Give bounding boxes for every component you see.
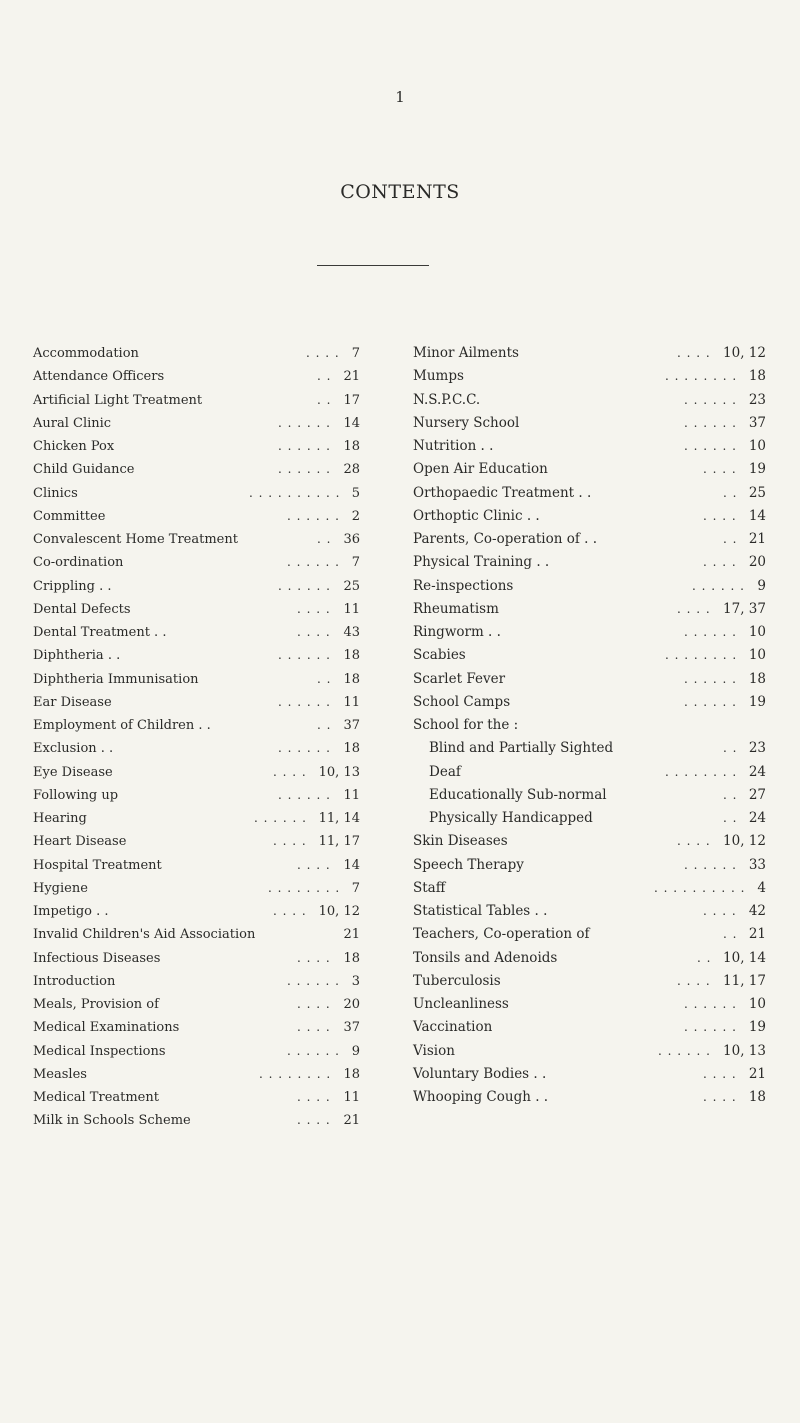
index-entry bbox=[33, 761, 360, 784]
index-entry bbox=[413, 1063, 766, 1086]
index-entry-label: Ringworm . . bbox=[413, 624, 501, 640]
index-entry bbox=[413, 714, 766, 737]
index-entry bbox=[413, 854, 766, 877]
index-entry-leader: . . . . bbox=[273, 764, 307, 779]
index-entry-leader: . . . . . . bbox=[254, 811, 307, 825]
index-entry-label: Skin Diseases bbox=[413, 833, 508, 850]
index-entry bbox=[33, 784, 360, 807]
index-entry-page: 9 bbox=[757, 577, 766, 594]
index-entry-page: 11 bbox=[343, 1090, 360, 1105]
index-entry bbox=[33, 970, 360, 993]
index-entry-page: 10, 12 bbox=[318, 904, 360, 919]
index-entry bbox=[413, 551, 766, 574]
index-entry bbox=[413, 947, 766, 970]
index-entry-page: 33 bbox=[748, 856, 766, 873]
index-entry-page: 10, 12 bbox=[723, 833, 766, 850]
index-entry-leader: . . . . bbox=[297, 625, 331, 639]
index-entry bbox=[33, 900, 360, 923]
index-entry-page: 4 bbox=[757, 879, 766, 896]
index-entry-label: Heart Disease bbox=[33, 834, 127, 850]
index-entry-page: 11 bbox=[343, 787, 360, 803]
index-entry-page: 21 bbox=[748, 531, 766, 547]
index-entry-leader: . . bbox=[317, 392, 332, 407]
index-entry bbox=[33, 482, 360, 505]
index-entry-page: 18 bbox=[748, 1089, 766, 1105]
index-entry bbox=[33, 528, 360, 551]
index-entry bbox=[413, 807, 766, 830]
index-entry-page: 20 bbox=[343, 997, 360, 1012]
index-entry-label: N.S.P.C.C. bbox=[413, 391, 481, 408]
index-entry-page: 25 bbox=[748, 484, 766, 501]
index-entry-label: Uncleanliness bbox=[413, 996, 509, 1012]
index-entry-label: Clinics bbox=[33, 485, 78, 501]
index-entry-label: Scarlet Fever bbox=[413, 670, 506, 687]
index-entry bbox=[413, 1086, 766, 1109]
index-entry-label: Educationally Sub-normal bbox=[429, 786, 607, 803]
index-entry-label: Following up bbox=[33, 787, 119, 803]
index-entry bbox=[33, 947, 360, 970]
index-column-right bbox=[413, 342, 766, 1109]
index-entry-leader: . . bbox=[723, 741, 738, 756]
index-entry-page: 14 bbox=[343, 415, 360, 431]
index-entry-leader: . . . . bbox=[703, 462, 737, 477]
index-entry-page: 21 bbox=[343, 927, 360, 943]
index-entry-page: 21 bbox=[748, 1065, 766, 1082]
index-entry bbox=[33, 668, 360, 691]
index-entry-leader: . . . . bbox=[297, 1020, 331, 1035]
index-entry-label: Physically Handicapped bbox=[429, 810, 593, 826]
index-entry-label: Tonsils and Adenoids bbox=[413, 949, 558, 966]
index-entry bbox=[413, 575, 766, 598]
index-entry-label: Ear Disease bbox=[33, 694, 112, 710]
index-entry-page: 21 bbox=[343, 1113, 360, 1129]
index-entry-label: Nutrition . . bbox=[413, 438, 494, 454]
index-entry-page: 19 bbox=[748, 693, 766, 710]
index-entry-label: Hospital Treatment bbox=[33, 857, 162, 873]
index-entry-label: Statistical Tables . . bbox=[413, 903, 548, 919]
index-entry-leader: . . . . bbox=[677, 346, 711, 360]
index-entry-page: 27 bbox=[748, 786, 766, 803]
index-entry-label: Blind and Partially Sighted bbox=[429, 740, 614, 757]
index-entry-page: 18 bbox=[343, 1066, 360, 1082]
index-entry-leader: . . . . bbox=[297, 1113, 331, 1128]
index-entry bbox=[33, 1063, 360, 1086]
index-entry bbox=[413, 668, 766, 691]
index-entry bbox=[413, 993, 766, 1016]
index-entry bbox=[33, 505, 360, 528]
index-entry bbox=[413, 691, 766, 714]
index-entry bbox=[413, 970, 766, 993]
index-entry-label: Artificial Light Treatment bbox=[33, 392, 203, 408]
index-entry-leader: . . . . . . bbox=[287, 555, 340, 570]
index-entry bbox=[33, 458, 360, 481]
index-entry-leader: . . bbox=[723, 787, 738, 802]
index-entry-page: 18 bbox=[343, 439, 360, 454]
index-entry-leader: . . . . bbox=[703, 555, 737, 570]
index-entry-label: Hygiene bbox=[33, 880, 88, 896]
index-entry-page: 20 bbox=[748, 554, 766, 571]
index-entry-leader: . . bbox=[317, 369, 332, 384]
index-entry-label: Introduction bbox=[33, 973, 116, 989]
index-entry bbox=[33, 1109, 360, 1132]
index-entry-leader: . . . . . . bbox=[278, 648, 331, 663]
index-entry-label: Speech Therapy bbox=[413, 856, 524, 873]
index-entry-label: Dental Treatment . . bbox=[33, 625, 167, 640]
index-entry-label: Hearing bbox=[33, 811, 87, 826]
index-entry-label: Committee bbox=[33, 508, 106, 524]
index-entry-label: Scabies bbox=[413, 647, 466, 664]
index-entry-leader: . . . . . . bbox=[684, 392, 737, 407]
index-entry-leader: . . . . bbox=[703, 508, 737, 523]
index-entry bbox=[33, 737, 360, 760]
index-entry-label: Child Guidance bbox=[33, 462, 135, 478]
index-entry bbox=[33, 923, 360, 946]
index-entry-page: 43 bbox=[343, 625, 360, 640]
index-entry-page: 3 bbox=[351, 973, 360, 989]
index-entry-leader: . . . . . . bbox=[692, 578, 745, 593]
index-entry-label: School for the : bbox=[413, 717, 519, 733]
index-entry-leader: . . . . . . bbox=[278, 578, 331, 593]
index-entry-label: Invalid Children's Aid Association bbox=[33, 927, 256, 943]
index-entry-page: 14 bbox=[343, 857, 360, 873]
index-entry-page: 7 bbox=[351, 555, 360, 571]
index-entry-label: Orthoptic Clinic . . bbox=[413, 507, 540, 524]
index-entry bbox=[33, 342, 360, 365]
index-entry-label: Diphtheria Immunisation bbox=[33, 671, 199, 687]
index-entry-page: 28 bbox=[343, 462, 360, 478]
index-entry-label: Medical Inspections bbox=[33, 1043, 166, 1059]
index-entry-page: 24 bbox=[748, 763, 766, 780]
index-entry-leader: . . . . . . . . . . bbox=[654, 880, 746, 895]
index-entry-page: 10, 13 bbox=[318, 764, 360, 780]
index-entry-page: 14 bbox=[748, 507, 766, 524]
index-entry-leader: . . bbox=[723, 485, 738, 500]
index-entry-page: 18 bbox=[748, 368, 766, 385]
index-entry-page: 21 bbox=[748, 926, 766, 943]
index-entry bbox=[33, 435, 360, 458]
index-entry bbox=[413, 458, 766, 481]
index-entry-label: Parents, Co-operation of . . bbox=[413, 531, 598, 547]
index-entry bbox=[413, 644, 766, 667]
index-entry bbox=[413, 923, 766, 946]
index-entry-page: 17 bbox=[343, 392, 360, 408]
index-entry-leader: . . . . . . bbox=[278, 462, 331, 477]
index-entry-page: 21 bbox=[343, 369, 360, 385]
index-entry-leader: . . bbox=[317, 532, 332, 546]
index-entry-leader: . . . . . . . . bbox=[259, 1066, 332, 1081]
index-entry-leader: . . . . bbox=[677, 601, 711, 616]
index-entry bbox=[33, 1016, 360, 1039]
index-entry-leader: . . . . bbox=[297, 1090, 331, 1104]
index-entry bbox=[413, 737, 766, 760]
index-entry-label: Minor Ailments bbox=[413, 345, 519, 361]
index-entry-page: 7 bbox=[351, 346, 360, 361]
index-entry-page: 37 bbox=[343, 718, 360, 733]
index-entry-leader: . . bbox=[723, 811, 738, 825]
index-entry bbox=[33, 389, 360, 412]
index-entry-leader: . . . . bbox=[273, 834, 307, 849]
index-entry-label: Exclusion . . bbox=[33, 741, 114, 757]
index-entry bbox=[33, 854, 360, 877]
index-entry bbox=[33, 691, 360, 714]
index-entry bbox=[413, 342, 766, 365]
index-entry-label: Mumps bbox=[413, 368, 464, 385]
index-entry-leader: . . . . . . bbox=[278, 694, 331, 709]
index-entry-label: Nursery School bbox=[413, 414, 520, 431]
index-entry-page: 19 bbox=[748, 461, 766, 478]
index-entry-leader: . . . . bbox=[703, 904, 737, 918]
index-entry bbox=[413, 528, 766, 551]
index-entry-page: 11 bbox=[343, 694, 360, 710]
page-title: CONTENTS bbox=[340, 181, 460, 203]
index-entry-label: Diphtheria . . bbox=[33, 648, 121, 664]
index-entry-page: 18 bbox=[343, 648, 360, 664]
index-entry-page: 10 bbox=[748, 647, 766, 664]
index-entry-leader: . . . . . . bbox=[278, 439, 331, 453]
index-entry-label: Medical Treatment bbox=[33, 1090, 159, 1105]
index-entry-leader: . . bbox=[723, 532, 738, 546]
index-entry-label: Rheumatism bbox=[413, 600, 499, 617]
index-entry-label: Chicken Pox bbox=[33, 439, 115, 454]
index-entry-label: Convalescent Home Treatment bbox=[33, 532, 238, 547]
index-entry-page: 17, 37 bbox=[723, 600, 766, 617]
index-entry-label: Measles bbox=[33, 1066, 87, 1082]
index-entry-label: Re-inspections bbox=[413, 577, 514, 594]
index-entry bbox=[413, 389, 766, 412]
index-entry-leader: . . bbox=[317, 671, 332, 686]
index-entry bbox=[413, 1040, 766, 1063]
index-entry-label: Co-ordination bbox=[33, 555, 124, 571]
index-entry-label: Accommodation bbox=[33, 346, 139, 361]
index-entry-page: 10, 14 bbox=[723, 949, 766, 966]
index-entry-page: 37 bbox=[343, 1020, 360, 1036]
page-number: 1 bbox=[395, 88, 405, 106]
index-entry-page: 7 bbox=[351, 880, 360, 896]
index-entry-label: Infectious Diseases bbox=[33, 950, 161, 966]
index-entry-leader: . . . . . . bbox=[684, 1020, 737, 1035]
index-entry bbox=[413, 412, 766, 435]
index-entry-page: 18 bbox=[748, 670, 766, 687]
index-entry-leader: . . . . . . . . bbox=[665, 764, 738, 779]
index-entry-leader: . . . . . . bbox=[684, 857, 737, 872]
index-entry-label: Physical Training . . bbox=[413, 554, 550, 571]
index-entry-leader: . . . . . . bbox=[278, 741, 331, 756]
index-entry-label: Staff bbox=[413, 879, 446, 896]
index-entry bbox=[33, 575, 360, 598]
index-entry bbox=[33, 644, 360, 667]
index-entry-leader: . . . . bbox=[703, 1066, 737, 1081]
index-entry bbox=[413, 505, 766, 528]
index-entry-page: 9 bbox=[351, 1043, 360, 1059]
index-entry-page: 42 bbox=[748, 903, 766, 919]
index-entry-page: 37 bbox=[748, 414, 766, 431]
index-entry bbox=[33, 807, 360, 830]
index-entry-leader: . . . . . . bbox=[684, 671, 737, 686]
index-entry-label: Tuberculosis bbox=[413, 972, 501, 989]
index-entry-leader: . . . . bbox=[273, 904, 307, 918]
index-entry-leader: . . . . . . bbox=[684, 439, 737, 453]
index-entry-leader: . . . . . . . . bbox=[665, 648, 738, 663]
index-entry-leader: . . . . . . . . bbox=[268, 880, 341, 895]
index-entry bbox=[413, 830, 766, 853]
index-entry bbox=[413, 784, 766, 807]
index-entry bbox=[33, 1040, 360, 1063]
index-entry-page: 11 bbox=[343, 601, 360, 617]
index-entry bbox=[413, 435, 766, 458]
index-entry-leader: . . . . . . bbox=[684, 694, 737, 709]
index-entry-leader: . . . . . . bbox=[287, 1043, 340, 1058]
index-entry-label: Voluntary Bodies . . bbox=[413, 1065, 547, 1082]
index-entry-label: Orthopaedic Treatment . . bbox=[413, 484, 592, 501]
index-entry-leader: . . . . bbox=[703, 1090, 737, 1104]
index-entry bbox=[33, 714, 360, 737]
index-entry-leader: . . . . . . bbox=[684, 625, 737, 639]
index-entry-page: 23 bbox=[748, 391, 766, 408]
index-entry-page: 18 bbox=[343, 950, 360, 966]
index-entry bbox=[413, 621, 766, 644]
index-entry bbox=[33, 877, 360, 900]
index-entry-leader: . . bbox=[723, 927, 738, 942]
index-entry-label: Vaccination bbox=[413, 1019, 493, 1036]
index-entry-label: Attendance Officers bbox=[33, 369, 165, 385]
index-entry-leader: . . . . . . . . . . bbox=[249, 485, 341, 500]
index-entry-page: 36 bbox=[343, 532, 360, 547]
index-entry bbox=[33, 830, 360, 853]
index-entry-page: 19 bbox=[748, 1019, 766, 1036]
index-entry-page: 23 bbox=[748, 740, 766, 757]
index-entry-page: 10, 12 bbox=[723, 345, 766, 361]
index-entry-page: 25 bbox=[343, 578, 360, 594]
index-entry-page: 5 bbox=[351, 485, 360, 501]
index-entry bbox=[33, 1086, 360, 1109]
index-entry-page: 11, 14 bbox=[318, 811, 360, 826]
index-entry bbox=[413, 761, 766, 784]
index-entry-leader: . . . . bbox=[677, 973, 711, 988]
index-entry-leader: . . bbox=[317, 718, 332, 732]
index-entry-label: Employment of Children . . bbox=[33, 718, 211, 733]
index-entry-label: School Camps bbox=[413, 693, 511, 710]
index-entry-leader: . . . . bbox=[297, 601, 331, 616]
index-entry bbox=[413, 877, 766, 900]
index-entry-leader: . . . . . . bbox=[684, 415, 737, 430]
index-entry bbox=[413, 365, 766, 388]
index-entry-leader: . . . . . . bbox=[278, 415, 331, 430]
index-entry-label: Eye Disease bbox=[33, 764, 113, 780]
index-entry-label: Aural Clinic bbox=[33, 415, 112, 431]
index-entry-leader: . . bbox=[697, 950, 712, 965]
index-entry-page: 24 bbox=[748, 810, 766, 826]
index-entry-leader: . . . . bbox=[297, 950, 331, 965]
title-rule bbox=[317, 265, 429, 266]
index-entry-leader: . . . . bbox=[297, 857, 331, 872]
index-entry-page: 10 bbox=[748, 438, 766, 454]
index-column-left bbox=[33, 342, 360, 1133]
index-entry-label: Teachers, Co-operation of bbox=[413, 926, 590, 943]
index-entry bbox=[33, 365, 360, 388]
index-entry-leader: . . . . bbox=[677, 834, 711, 849]
index-entry bbox=[33, 598, 360, 621]
index-entry-label: Whooping Cough . . bbox=[413, 1089, 549, 1105]
index-entry bbox=[413, 900, 766, 923]
index-entry-label: Open Air Education bbox=[413, 461, 548, 478]
index-entry-page: 18 bbox=[343, 671, 360, 687]
index-entry-label: Crippling . . bbox=[33, 578, 112, 594]
index-entry bbox=[33, 993, 360, 1016]
index-entry-leader: . . . . . . bbox=[684, 997, 737, 1011]
index-entry-leader: . . . . . . . . bbox=[665, 369, 738, 384]
index-entry-leader: . . . . bbox=[306, 346, 340, 360]
index-entry bbox=[33, 621, 360, 644]
index-entry bbox=[33, 551, 360, 574]
index-entry-label: Dental Defects bbox=[33, 601, 131, 617]
index-entry-label: Meals, Provision of bbox=[33, 997, 159, 1012]
index-entry-page: 11, 17 bbox=[318, 834, 360, 850]
index-entry-label: Vision bbox=[413, 1042, 455, 1059]
index-entry-leader: . . . . . . bbox=[287, 508, 340, 523]
index-entry-leader: . . . . . . bbox=[658, 1043, 711, 1058]
index-entry-page: 10 bbox=[748, 996, 766, 1012]
index-entry-page: 11, 17 bbox=[723, 972, 766, 989]
index-entry-leader: . . . . . . bbox=[287, 973, 340, 988]
index-entry-page: 18 bbox=[343, 741, 360, 757]
index-entry-label: Medical Examinations bbox=[33, 1020, 180, 1036]
index-entry bbox=[413, 482, 766, 505]
index-entry bbox=[413, 598, 766, 621]
index-entry-page: 10 bbox=[748, 624, 766, 640]
index-entry-leader: . . . . . . bbox=[278, 787, 331, 802]
index-entry-page: 2 bbox=[351, 508, 360, 524]
index-entry-label: Milk in Schools Scheme bbox=[33, 1113, 191, 1129]
index-entry bbox=[33, 412, 360, 435]
index-entry bbox=[413, 1016, 766, 1039]
index-entry-leader: . . . . bbox=[297, 997, 331, 1011]
index-entry-label: Impetigo . . bbox=[33, 904, 109, 919]
index-entry-label: Deaf bbox=[429, 763, 461, 780]
index-entry-page: 10, 13 bbox=[723, 1042, 766, 1059]
